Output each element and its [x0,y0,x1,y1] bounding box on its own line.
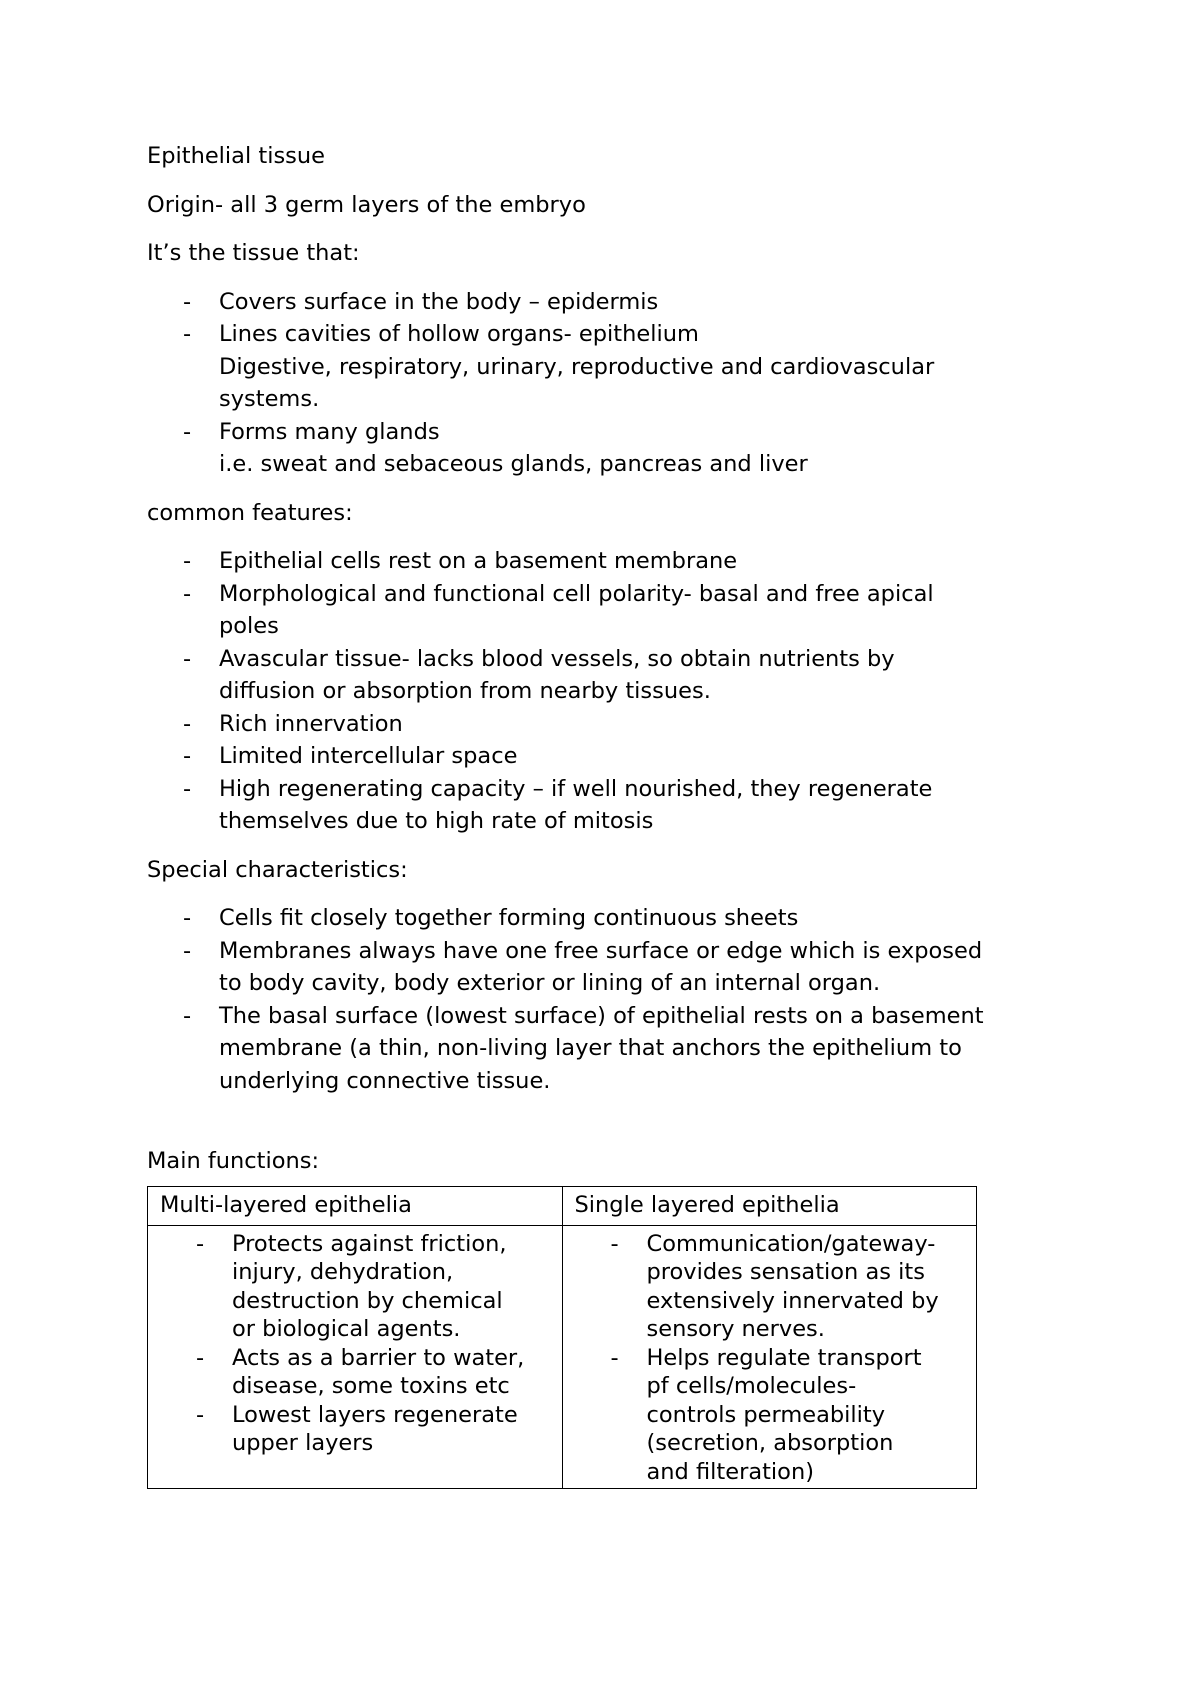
list-item-line: destruction by chemical [232,1287,503,1314]
main-functions-table [147,1186,977,1490]
list-item [147,902,1067,935]
dash-bullet: - [183,580,192,607]
list-item [147,740,1067,773]
list-item [147,935,1067,1000]
list-item [160,1344,550,1401]
special-characteristics-heading: Special characteristics: [147,856,408,883]
list-item-line: injury, dehydration, [232,1259,454,1285]
list-item-line: provides sensation as its [646,1259,925,1285]
list-item-line: Lines cavities of hollow organs- epithelium [219,321,699,347]
list-item-line: Morphological and functional cell polarity- basal and free apical [219,580,934,607]
list-item-line: (secretion, absorption [646,1430,894,1456]
dash-bullet: - [196,1344,205,1371]
list-item-line: sensory nerves. [646,1316,825,1342]
dash-bullet: - [183,937,192,964]
table-row [148,1225,977,1489]
list-item-line: controls permeability [646,1401,886,1428]
list-item-line: diffusion or absorption from nearby tissues. [219,678,711,704]
list-item-line: Communication/gateway- [646,1230,936,1257]
list-item-line: Lowest layers regenerate [232,1401,518,1428]
list-item [147,773,1067,838]
list-item-line: The basal surface (lowest surface) of epithelial rests on a basement [219,1002,984,1029]
list-item [147,286,1067,319]
dash-bullet: - [183,775,192,802]
list-item-line: Epithelial cells rest on a basement membrane [219,548,738,574]
spacer [147,1113,1067,1145]
list-item [147,416,1067,481]
list-item-line: pf cells/molecules- [646,1373,857,1399]
list-item-line: Avascular tissue- lacks blood vessels, so obtain nutrients by [219,645,895,672]
list-item [160,1230,550,1344]
list-item [147,643,1067,708]
list-item-line: and filteration) [646,1458,814,1485]
list-item-line: High regenerating capacity – if well nourished, they regenerate [219,775,933,802]
main-functions-heading: Main functions: [147,1148,320,1174]
list-item-line: Protects against friction, [232,1230,507,1257]
list-item-line: extensively innervated by [646,1287,939,1314]
list-item-line: membrane (a thin, non-living layer that anchors the epithelium to [219,1035,962,1061]
dash-bullet: - [196,1230,205,1257]
dash-bullet: - [196,1401,205,1428]
dash-bullet: - [183,743,192,769]
list-item [147,708,1067,741]
list-item-line: Helps regulate transport [646,1344,922,1371]
list-item-line: or biological agents. [232,1316,461,1342]
dash-bullet: - [183,1002,192,1029]
header-multi-layered: Multi-layered epithelia [148,1186,563,1225]
common-features-heading: common features: [147,499,353,526]
common-features-list [147,545,1067,838]
list-item-line: Acts as a barrier to water, [232,1344,525,1371]
multi-layered-list [160,1230,550,1458]
list-item-line: to body cavity, body exterior or lining of an internal organ. [219,970,881,996]
dash-bullet: - [183,548,192,574]
special-characteristics-list [147,902,1067,1097]
document-page [147,140,1067,1489]
list-item-line: poles [219,613,279,639]
single-layered-cell [562,1225,977,1489]
origin-line: Origin- all 3 germ layers of the embryo [147,191,586,218]
list-item [147,1000,1067,1098]
list-item [575,1344,965,1487]
dash-bullet: - [183,418,192,445]
list-item-line: upper layers [232,1430,374,1456]
list-item-line: Covers surface in the body – epidermis [219,288,659,315]
tissue-roles-list [147,286,1067,481]
header-single-layered: Single layered epithelia [562,1186,977,1225]
dash-bullet: - [183,905,192,931]
intro-line: It’s the tissue that: [147,240,360,266]
dash-bullet: - [610,1344,619,1371]
list-item-line: Limited intercellular space [219,743,518,769]
list-item [147,578,1067,643]
list-item-line: Digestive, respiratory, urinary, reproductive and cardiovascular [219,353,935,380]
dash-bullet: - [183,645,192,672]
dash-bullet: - [183,321,192,347]
dash-bullet: - [183,288,192,315]
dash-bullet: - [183,710,192,737]
list-item-line: i.e. sweat and sebaceous glands, pancreas and liver [219,451,808,477]
table-header-row [148,1186,977,1225]
list-item-line: themselves due to high rate of mitosis [219,808,654,834]
list-item [160,1401,550,1458]
list-item-line: Membranes always have one free surface or edge which is exposed [219,937,983,964]
list-item [147,545,1067,578]
list-item-line: Forms many glands [219,418,440,445]
list-item-line: Rich innervation [219,710,403,737]
document-title: Epithelial tissue [147,143,325,169]
list-item [575,1230,965,1344]
list-item-line: Cells fit closely together forming continuous sheets [219,905,799,931]
multi-layered-cell [148,1225,563,1489]
list-item-line: systems. [219,386,320,412]
list-item-line: underlying connective tissue. [219,1067,551,1094]
list-item [147,318,1067,416]
list-item-line: disease, some toxins etc [232,1373,510,1399]
single-layered-list [575,1230,965,1487]
dash-bullet: - [610,1230,619,1257]
